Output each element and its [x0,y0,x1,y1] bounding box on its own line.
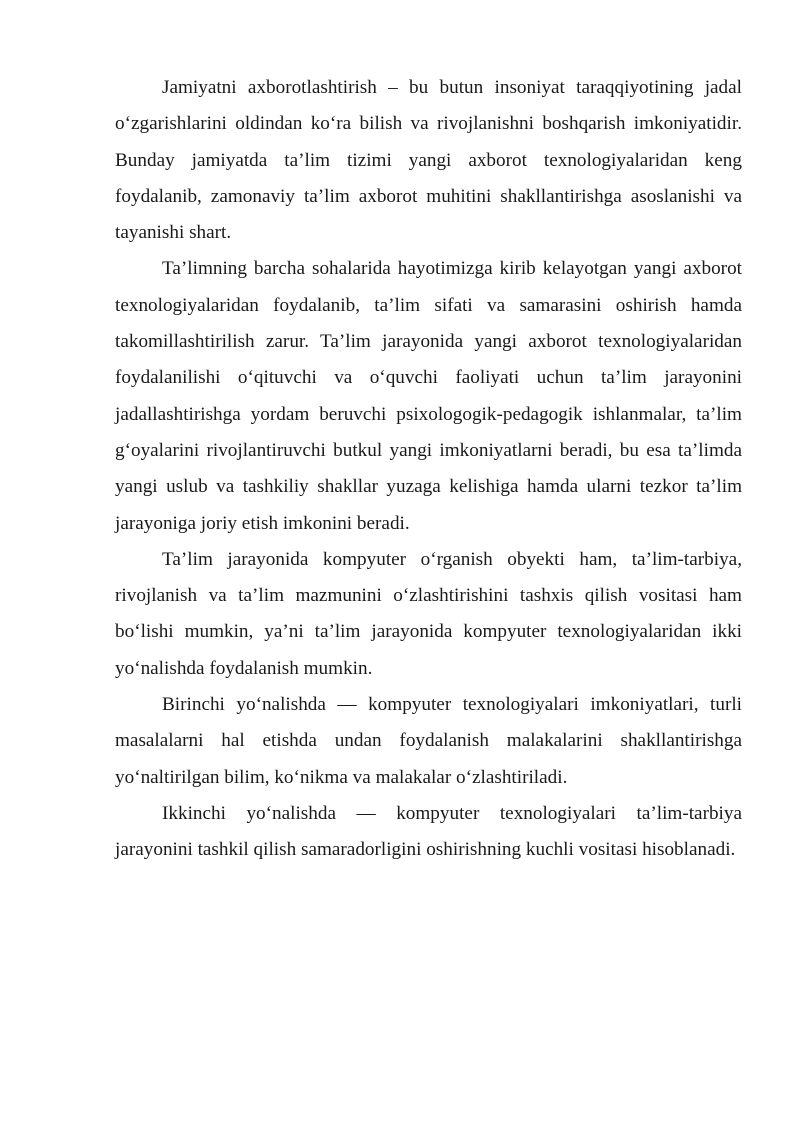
document-page [115,70,742,869]
paragraph-1: Jamiyatni axborotlashtirish – bu butun insoniyat taraqqiyotining jadal o‘zgarishlarini oldindan ko‘ra bilish va rivojlanishni boshqarish imkoniyatidir. Bunday jamiyatda ta’lim tizimi yangi axborot texnologiyalaridan keng foydalanib, zamonaviy ta’lim axborot muhitini shakllantirishga asoslanishi va tayanishi shart. [115,77,742,244]
paragraph-3: Ta’lim jarayonida kompyuter o‘rganish obyekti ham, ta’lim-tarbiya, rivojlanish va ta’lim mazmunini o‘zlashtirishini tashxis qilish vositasi ham bo‘lishi mumkin, ya’ni ta’lim jarayonida kompyuter texnologiyalaridan ikki yo‘nalishda foydalanish mumkin. [115,548,742,679]
paragraph-2: Ta’limning barcha sohalarida hayotimizga kirib kelayotgan yangi axborot texnologiyalaridan foydalanib, ta’lim sifati va samarasini oshirish hamda takomillashtirilish zarur. Ta’lim jarayonida yangi axborot texnologiyalaridan foydalanilishi o‘qituvchi va o‘quvchi faoliyati uchun ta’lim jarayonini jadallashtirishga yordam beruvchi psixologogik-pedagogik ishlanmalar, ta’lim g‘oyalarini rivojlantiruvchi butkul yangi imkoniyatlarni beradi, bu esa ta’limda yangi uslub va tashkiliy shakllar yuzaga kelishiga hamda ularni tezkor ta’lim jarayoniga joriy etish imkonini beradi. [115,258,742,534]
paragraph-5: Ikkinchi yo‘nalishda — kompyuter texnologiyalari ta’lim-tarbiya jarayonini tashkil qilish samaradorligini oshirishning kuchli vositasi hisoblanadi. [115,802,742,861]
paragraph-4: Birinchi yo‘nalishda — kompyuter texnologiyalari imkoniyatlari, turli masalalarni hal etishda undan foydalanish malakalarini shakllantirishga yo‘naltirilgan bilim, ko‘nikma va malakalar o‘zlashtiriladi. [115,694,742,788]
